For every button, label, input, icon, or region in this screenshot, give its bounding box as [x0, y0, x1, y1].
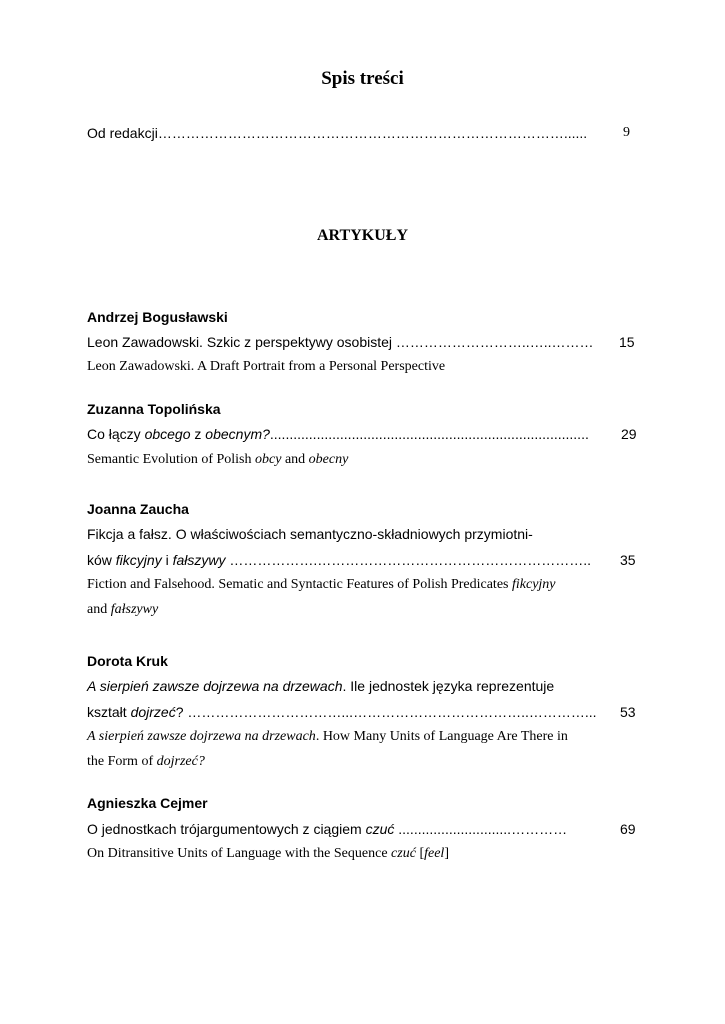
- title-text: ]: [444, 846, 449, 861]
- title-text: Co łączy: [87, 426, 145, 442]
- title-italic: obecnym?: [205, 426, 270, 442]
- entry-english-title: [87, 576, 556, 594]
- title-italic: obcego: [144, 426, 191, 442]
- title-text: the Form of: [87, 754, 157, 769]
- title-italic: fikcyjny: [115, 552, 162, 568]
- entry-label: Od redakcji: [87, 125, 158, 141]
- entry-author: Andrzej Bogusławski: [87, 309, 228, 325]
- title-text: kształt: [87, 704, 131, 720]
- title-italic: obcy: [255, 452, 282, 467]
- title-text: O jednostkach trójargumentowych z ciągiem: [87, 821, 366, 837]
- title-text: Leon Zawadowski. Szkic z perspektywy osobistej: [87, 334, 396, 350]
- toc-entry-title[interactable]: [87, 677, 554, 695]
- title-text: and: [87, 602, 111, 617]
- toc-entry-title[interactable]: [87, 525, 533, 543]
- entry-author: Joanna Zaucha: [87, 501, 189, 517]
- title-text: Fiction and Falsehood. Sematic and Syntactic Features of Polish Predicates: [87, 577, 512, 592]
- page-title: Spis treści: [321, 68, 404, 89]
- entry-english-title: [87, 451, 348, 469]
- title-italic: fikcyjny: [511, 577, 556, 592]
- leader-dots: ……………………………...………………………………..…………...: [187, 704, 597, 720]
- entry-english-title-cont: [87, 601, 158, 619]
- page-number: 53: [620, 704, 636, 720]
- leader-dots: ……………………………………………………………………………......: [157, 125, 588, 141]
- page-number: 35: [620, 552, 636, 568]
- title-text: i: [161, 552, 173, 568]
- toc-entry-title[interactable]: [87, 820, 567, 838]
- title-text: z: [190, 426, 206, 442]
- entry-author: Agnieszka Cejmer: [87, 795, 208, 811]
- title-text: . Ile jednostek języka reprezentuje: [342, 678, 555, 694]
- toc-entry-title[interactable]: [87, 425, 589, 443]
- title-text: ków: [87, 552, 116, 568]
- entry-author: Zuzanna Topolińska: [87, 401, 221, 417]
- entry-english-title: [87, 845, 449, 863]
- title-text: Semantic Evolution of Polish: [87, 452, 255, 467]
- entry-author: Dorota Kruk: [87, 653, 168, 669]
- title-text: Leon Zawadowski. A Draft Portrait from a Personal Perspective: [87, 359, 446, 374]
- leader-dots: ……………….…………………………………………………..: [225, 552, 592, 568]
- title-italic: dojrzeć?: [156, 754, 205, 769]
- leader-dots: ………………………..…..………: [395, 334, 594, 350]
- title-text: ?: [175, 704, 188, 720]
- leader-dots: .............................…………: [394, 821, 568, 837]
- title-italic: czuć: [365, 821, 395, 837]
- entry-english-title: [87, 358, 445, 376]
- title-italic: fałszywy: [110, 602, 159, 617]
- title-text: [: [415, 846, 425, 861]
- title-italic: fałszywy: [172, 552, 226, 568]
- title-italic: feel: [424, 846, 445, 861]
- entry-english-title: [87, 728, 568, 746]
- leader-dots: ..................................................................................: [269, 426, 589, 442]
- title-italic: dojrzeć: [130, 704, 176, 720]
- toc-entry-title[interactable]: [87, 333, 593, 351]
- page-number: 15: [619, 334, 635, 350]
- section-heading: ARTYKUŁY: [317, 227, 408, 244]
- title-text: . How Many Units of Language Are There in: [315, 729, 568, 744]
- entry-english-title-cont: [87, 753, 205, 771]
- title-text: and: [281, 452, 309, 467]
- title-italic: A sierpień zawsze dojrzewa na drzewach: [87, 729, 316, 744]
- title-italic: czuć: [391, 846, 416, 861]
- title-text: Fikcja a fałsz. O właściwościach semantyczno-składniowych przymiotni-: [87, 526, 533, 542]
- title-italic: obecny: [308, 452, 349, 467]
- toc-entry-intro[interactable]: [87, 124, 587, 142]
- page-number: 69: [620, 821, 636, 837]
- page-number: 29: [621, 426, 637, 442]
- toc-entry-title-cont[interactable]: [87, 703, 597, 721]
- title-italic: A sierpień zawsze dojrzewa na drzewach: [87, 678, 343, 694]
- page-number: 9: [623, 125, 630, 140]
- toc-entry-title-cont[interactable]: [87, 551, 591, 569]
- title-text: On Ditransitive Units of Language with the Sequence: [87, 846, 392, 861]
